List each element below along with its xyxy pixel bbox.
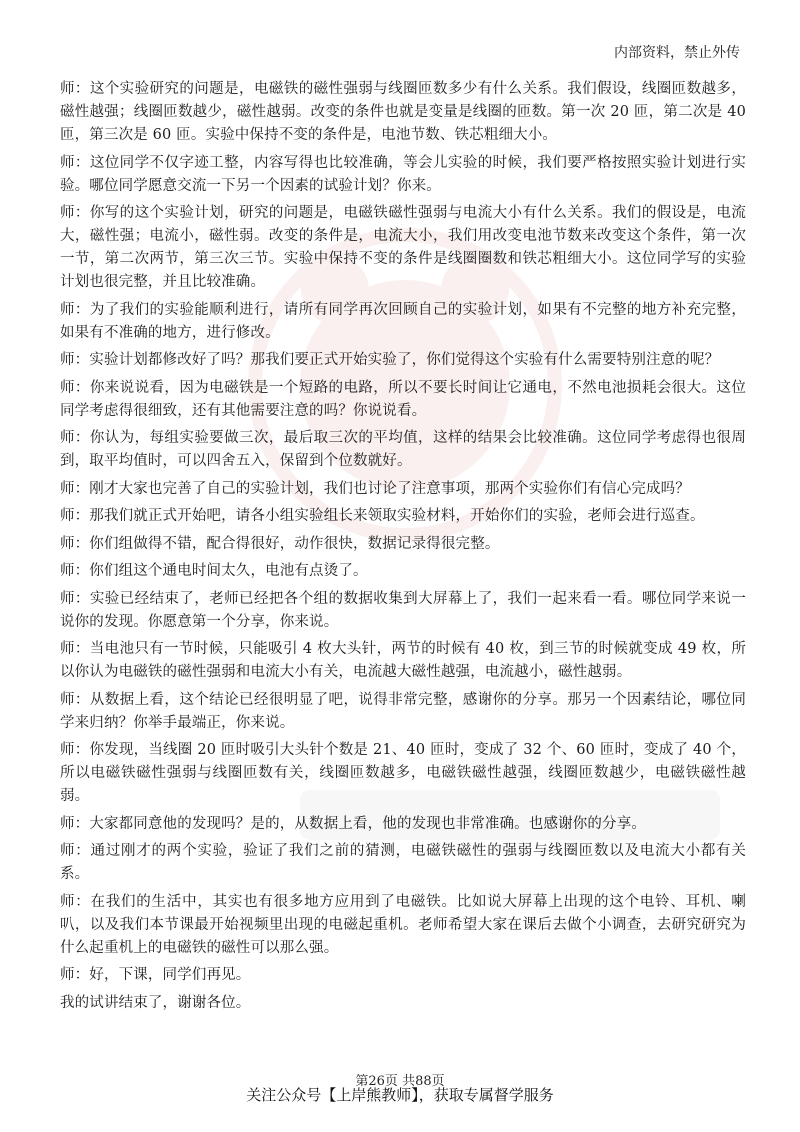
footer-promo-text: 关注公众号【上岸熊教师】，获取专属督学服务 [246, 1086, 554, 1104]
paragraph: 师：在我们的生活中，其实也有很多地方应用到了电磁铁。比如说大屏幕上出现的这个电铃、耳机、喇叭，以及我们本节课最开始视频里出现的电磁起重机。老师希望大家在课后去做个小调查，去研究研究为什么起重机上的电磁铁的磁性可以那么强。 [60, 893, 746, 956]
paragraph: 师：你们组做得不错，配合得很好，动作很快，数据记录得很完整。 [60, 535, 500, 552]
paragraph: 师：为了我们的实验能顺利进行，请所有同学再次回顾自己的实验计划，如果有不完整的地方补充完整，如果有不准确的地方，进行修改。 [60, 301, 746, 341]
paragraph: 师：实验计划都修改好了吗？那我们要正式开始实验了，你们觉得这个实验有什么需要特别注意的呢？ [60, 352, 720, 368]
paragraph: 师：通过刚才的两个实验，验证了我们之前的猜测，电磁铁磁性的强弱与线圈匝数以及电流大小都有关系。 [60, 843, 746, 882]
paragraph: 师：你认为，每组实验要做三次，最后取三次的平均值，这样的结果会比较准确。这位同学考虑得也很周到，取平均值时，可以四舍五入，保留到个位数就好。 [60, 430, 746, 469]
paragraph: 师：好，下课，同学们再见。 [60, 967, 251, 983]
confidential-note: 内部资料，禁止外传 [614, 45, 740, 61]
paragraph: 我的试讲结束了，谢谢各位。 [60, 994, 251, 1011]
paragraph: 师：你发现，当线圈 20 匝时吸引大头针个数是 21、40 匝时，变成了 32 个、60 匝时，变成了 40 个，所以电磁铁磁性强弱与线圈匝数有关，线圈匝数越多，电磁铁磁性越强，线圈匝数越少，电磁铁磁性越弱。 [60, 742, 746, 804]
paragraph: 师：你们组这个通电时间太久，电池有点烫了。 [60, 563, 368, 579]
paragraph: 师：实验已经结束了，老师已经把各个组的数据收集到大屏幕上了，我们一起来看一看。哪位同学来说一说你的发现。你愿意第一个分享，你来说。 [60, 590, 746, 630]
page-number: 第26页 共88页 [355, 1074, 445, 1089]
paragraph: 师：大家都同意他的发现吗？是的，从数据上看，他的发现也非常准确。也感谢你的分享。 [60, 815, 646, 832]
paragraph: 师：当电池只有一节时候，只能吸引 4 枚大头针，两节的时候有 40 枚，到三节的时候就变成 49 枚，所以你认为电磁铁的磁性强弱和电流大小有关，电流越大磁性越强，电流越小，磁性越弱。 [60, 641, 746, 680]
paragraph: 师：那我们就正式开始吧，请各小组实验组长来领取实验材料，开始你们的实验，老师会进行巡查。 [60, 508, 705, 524]
paragraph: 师：你写的这个实验计划，研究的问题是，电磁铁磁性强弱与电流大小有什么关系。我们的假设是，电流大，磁性强；电流小，磁性弱。改变的条件是，电流大小，我们用改变电池节数来改变这个条件，第一次一节，第二次两节，第三次三节。实验中保持不变的条件是线圈圈数和铁芯粗细大小。这位同学写的实验计划也很完整，并且比较准确。 [60, 205, 746, 290]
paragraph: 师：这位同学不仅字迹工整，内容写得也比较准确，等会儿实验的时候，我们要严格按照实验计划进行实验。哪位同学愿意交流一下另一个因素的试验计划？你来。 [60, 154, 746, 194]
paragraph: 师：这个实验研究的问题是，电磁铁的磁性强弱与线圈匝数多少有什么关系。我们假设，线圈匝数越多，磁性越强；线圈匝数越少，磁性越弱。改变的条件也就是变量是线圈的匝数。第一次 20 匝，第二次是 40 匝，第三次是 60 匝。实验中保持不变的条件是，电池节数、铁芯粗细大小。 [60, 81, 746, 143]
transcript-body [60, 78, 746, 1019]
paragraph: 师：刚才大家也完善了自己的实验计划，我们也讨论了注意事项，那两个实验你们有信心完成吗？ [60, 480, 690, 497]
paragraph: 师：你来说说看，因为电磁铁是一个短路的电路，所以不要长时间让它通电，不然电池损耗会很大。这位同学考虑得很细致，还有其他需要注意的吗？你说说看。 [60, 379, 746, 419]
paragraph: 师：从数据上看，这个结论已经很明显了吧，说得非常完整，感谢你的分享。那另一个因素结论，哪位同学来归纳？你举手最端正，你来说。 [60, 691, 746, 731]
